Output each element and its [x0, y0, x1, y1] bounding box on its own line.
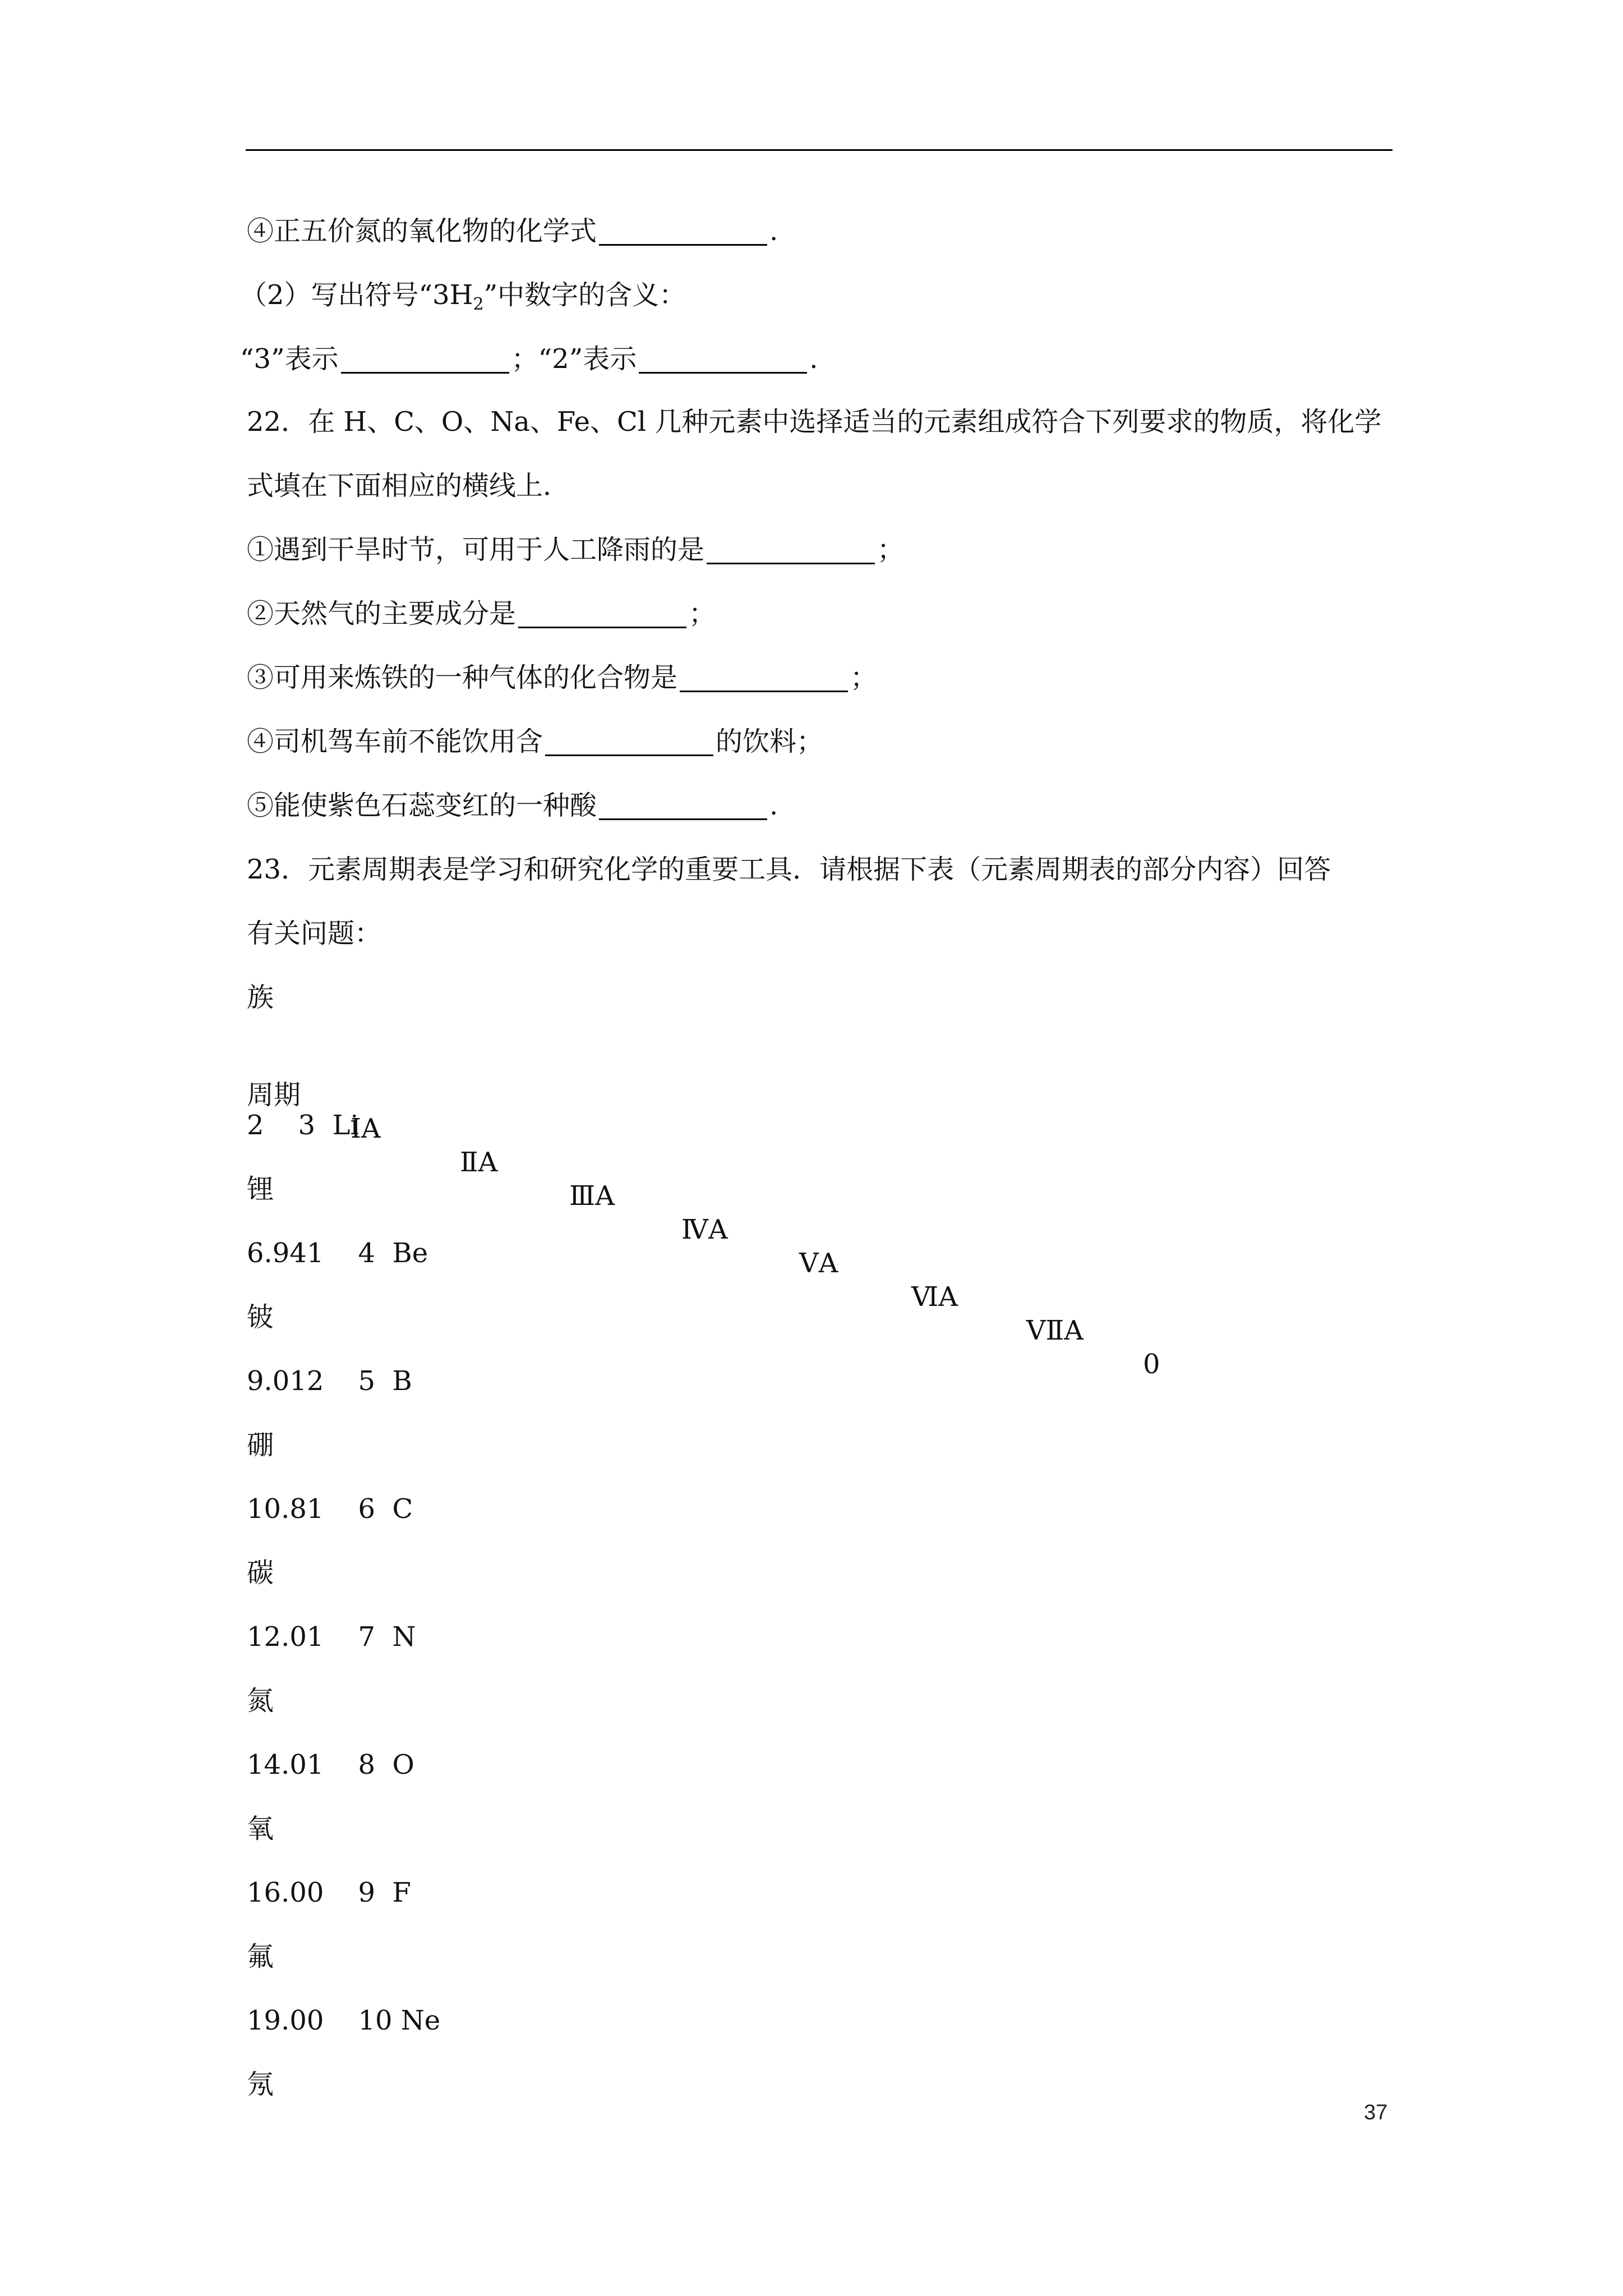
group-va: ⅤA	[799, 1248, 838, 1279]
table-row: 碳	[247, 1557, 274, 1589]
table-row: 锂	[247, 1174, 274, 1205]
answer-blank[interactable]	[639, 345, 807, 374]
q22-item5-end: .	[769, 790, 778, 821]
q23-stem-line2: 有关问题：	[247, 918, 382, 949]
q22-item2	[247, 597, 716, 631]
table-zu-label: 族	[247, 982, 274, 1013]
q22-item1-text: ①遇到干旱时节，可用于人工降雨的是	[247, 534, 705, 565]
meaning-3-label: “3”表示	[240, 343, 339, 375]
group-0: 0	[1143, 1349, 1160, 1380]
table-row: 2 3 Li	[247, 1110, 359, 1141]
answer-blank[interactable]	[680, 664, 848, 692]
q22-stem-line2: 式填在下面相应的横线上．	[247, 470, 570, 501]
q21-part2-prefix: （2）写出符号“3H	[240, 279, 473, 311]
table-row: 6.941 4 Be	[247, 1237, 428, 1269]
q21-part2	[240, 278, 686, 321]
q21-part2-suffix: ”中数字的含义：	[483, 279, 686, 311]
q22-item5	[247, 789, 778, 822]
q21-item4	[247, 214, 778, 248]
q22-item4	[247, 725, 823, 758]
group-iia: ⅡA	[460, 1147, 498, 1178]
table-row: 12.01 7 N	[247, 1621, 416, 1653]
q22-item2-end: ；	[689, 598, 716, 629]
header-rule	[246, 149, 1393, 151]
q22-item3	[247, 661, 877, 694]
table-row: 氟	[247, 1941, 274, 1972]
q22-item5-text: ⑤能使紫色石蕊变红的一种酸	[247, 790, 597, 821]
q23-stem-line1: 23．元素周期表是学习和研究化学的重要工具．请根据下表（元素周期表的部分内容）回答	[247, 854, 1331, 885]
q22-item1	[247, 533, 904, 567]
table-row: 19.00 10 Ne	[247, 2005, 441, 2036]
page-number: 37	[1364, 2101, 1388, 2124]
q22-item4-text: ④司机驾车前不能饮用含	[247, 726, 543, 757]
q21-part2-subscript: 2	[473, 295, 484, 314]
table-row: 10.81 6 C	[247, 1493, 413, 1525]
q21-item4-text: ④正五价氮的氧化物的化学式	[247, 215, 597, 247]
table-row: 9.012 5 B	[247, 1365, 412, 1397]
table-row: 16.00 9 F	[247, 1877, 411, 1908]
table-row: 14.01 8 O	[247, 1749, 414, 1780]
meaning-2-label: “2”表示	[538, 343, 637, 375]
q22-item4-end: 的饮料；	[716, 726, 824, 757]
q21-end: .	[809, 343, 818, 375]
q22-stem-line1: 22．在 H、C、O、Na、Fe、Cl 几种元素中选择适当的元素组成符合下列要求的物质，将化学	[247, 406, 1382, 438]
zhouqi-label: 周期	[247, 1079, 301, 1111]
separator: ；	[511, 343, 538, 375]
q21-item4-end: .	[769, 215, 778, 247]
answer-blank[interactable]	[518, 600, 686, 628]
q22-item3-end: ；	[850, 662, 878, 693]
table-row: 氮	[247, 1685, 274, 1717]
group-iiia: ⅢA	[569, 1180, 615, 1212]
q21-meanings	[240, 342, 818, 376]
answer-blank[interactable]	[599, 792, 767, 820]
answer-blank[interactable]	[599, 217, 767, 246]
q22-item2-text: ②天然气的主要成分是	[247, 598, 517, 629]
table-row: 氖	[247, 2069, 274, 2100]
table-row: 硼	[247, 1429, 274, 1461]
answer-blank[interactable]	[545, 728, 713, 756]
group-ia: ⅠA	[351, 1113, 381, 1144]
answer-blank[interactable]	[707, 536, 875, 564]
q22-item1-end: ；	[877, 534, 905, 565]
group-viia: ⅤⅡA	[1026, 1315, 1083, 1346]
answer-blank[interactable]	[341, 345, 509, 374]
q22-item3-text: ③可用来炼铁的一种气体的化合物是	[247, 662, 678, 693]
table-row: 氧	[247, 1813, 274, 1844]
group-iva: ⅣA	[681, 1214, 728, 1245]
table-row: 铍	[247, 1301, 274, 1333]
group-via: ⅥA	[911, 1281, 958, 1313]
